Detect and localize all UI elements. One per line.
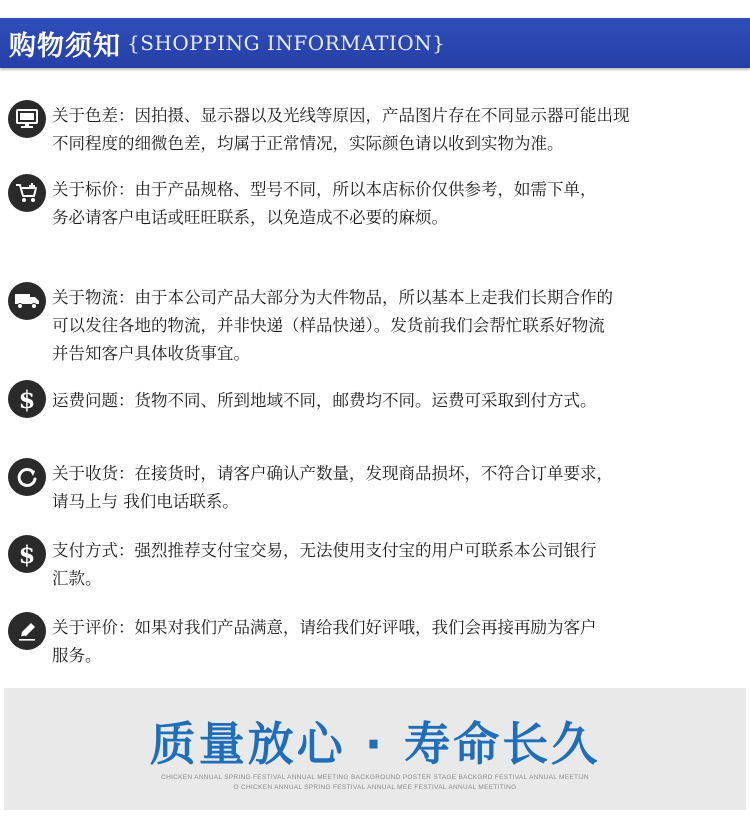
notice-line: 关于色差：因拍摄、显示器以及光线等原因，产品图片存在不同显示器可能出现 [52, 106, 630, 125]
banner-decor-text: CHICKEN ANNUAL SPRING FESTIVAL ANNUAL MEETING BACKGROUND POSTER STAGE BACKGRD FESTIVAL ANNUAL MEETIJN [161, 774, 589, 781]
notice-line: 服务。 [52, 646, 102, 665]
truck-icon [8, 282, 46, 320]
notice-text [52, 284, 738, 368]
notice-line: 支付方式：强烈推荐支付宝交易，无法使用支付宝的用户可联系本公司银行 [52, 541, 597, 560]
cart-icon [8, 174, 46, 212]
notice-item-receiving [8, 458, 738, 518]
notice-text [52, 460, 738, 516]
notice-line: 关于物流：由于本公司产品大部分为大件物品，所以基本上走我们长期合作的 [52, 288, 613, 307]
slogan-banner [4, 688, 746, 810]
notice-text [52, 614, 738, 670]
notice-item-price [8, 174, 738, 234]
header-bar [0, 18, 750, 68]
notice-line: 汇款。 [52, 569, 102, 588]
notice-line: 关于标价：由于产品规格、型号不同，所以本店标价仅供参考，如需下单， [52, 180, 597, 199]
notice-text [52, 537, 738, 593]
dollar-icon: $ [8, 380, 46, 418]
banner-decor-text: O CHICKEN ANNUAL SPRING FESTIVAL ANNUAL MEE FESTIVAL ANNUAL MEETITING [233, 784, 517, 791]
slogan-text: 质量放心 · 寿命长久 [149, 717, 601, 771]
notice-line: 关于评价：如果对我们产品满意，请给我们好评哦，我们会再接再励为客户 [52, 618, 597, 637]
notice-line: 可以发往各地的物流，并非快递（样品快递）。发货前我们会帮忙联系好物流 [52, 316, 605, 335]
notice-line: 运费问题：货物不同、所到地域不同，邮费均不同。运费可采取到付方式。 [52, 391, 597, 410]
notice-line: 请马上与 我们电话联系。 [52, 492, 239, 511]
notice-item-payment [8, 535, 738, 595]
notice-text [52, 387, 738, 415]
notice-item-shipping [8, 380, 738, 420]
notice-text [52, 102, 738, 158]
monitor-icon [8, 100, 46, 138]
refresh-icon [8, 458, 46, 496]
pencil-icon [8, 612, 46, 650]
notice-line: 关于收货：在接货时，请客户确认产数量，发现商品损坏，不符合订单要求， [52, 464, 613, 483]
notice-item-logistics [8, 282, 738, 372]
notice-line: 并告知客户具体收货事宜。 [52, 344, 250, 363]
dollar-icon: $ [8, 535, 46, 573]
notice-item-color [8, 100, 738, 160]
notice-text [52, 176, 738, 232]
notice-line: 不同程度的细微色差，均属于正常情况，实际颜色请以收到实物为准。 [52, 134, 564, 153]
page-subtitle: {SHOPPING INFORMATION} [127, 31, 446, 55]
notice-item-review [8, 612, 738, 672]
page-title: 购物须知 [9, 30, 121, 62]
notice-line: 务必请客户电话或旺旺联系，以免造成不必要的麻烦。 [52, 208, 448, 227]
